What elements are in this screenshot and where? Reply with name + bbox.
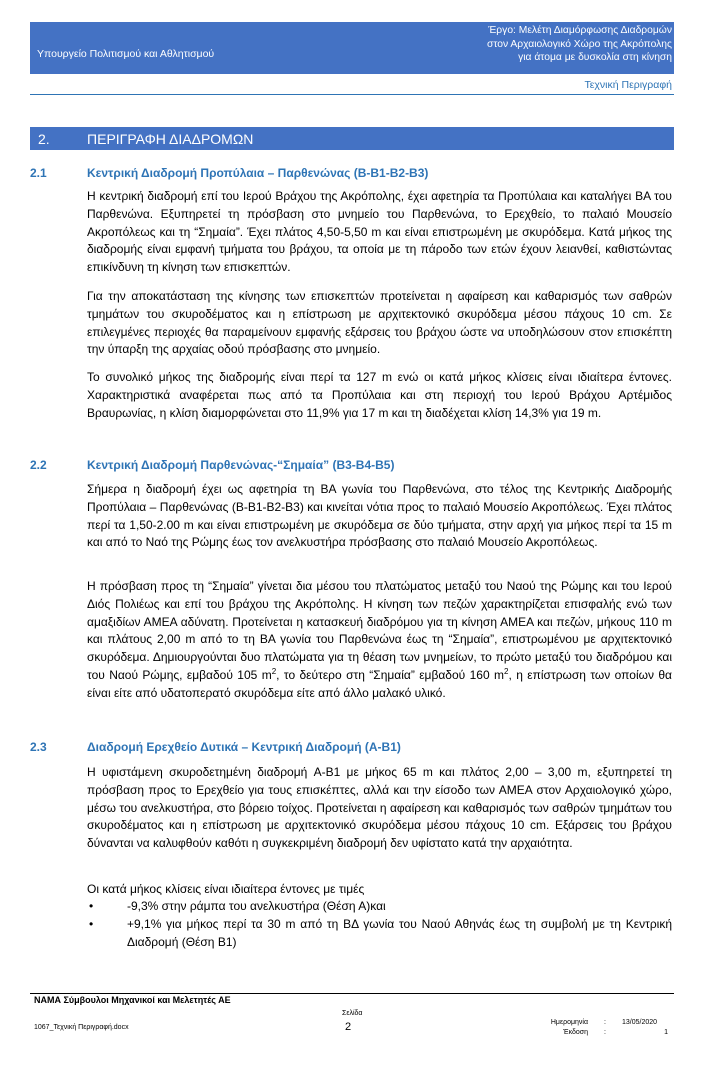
list-item [87,916,672,952]
list-item [87,898,672,916]
project-title-line: Έργο: Μελέτη Διαμόρφωσης Διαδρομών [488,25,672,36]
subsection-number: 2.3 [30,740,47,754]
paragraph: Η κεντρική διαδρομή επί του Ιερού Βράχου της Ακρόπολης, έχει αφετηρία τα Προπύλαια και καταλήγει ΒΑ του Παρθενώνα. Εξυπηρετεί τη πρόσβαση στο μνημείο του Παρθενώνα, το Ερεχθείο, το παλαιό Μουσείο Ακροπόλεως και τη “Σημαία”. Έχει πλάτος 4,50-5,50 m και είναι επιστρωμένη με σκυρόδεμα. Κατά μήκος της διαδρομής είναι εμφανή τμήματα του βράχου, τα οποία με τη πάροδο των ετών έχουν λειανθεί, καθιστώντας επικίνδυνη τη κίνηση των επισκεπτών. [87,189,672,275]
paragraph [87,578,672,703]
project-title-line: για άτομα με δυσκολία στη κίνηση [518,52,672,63]
subsection-number: 2.2 [30,458,47,472]
list-item-text: +9,1% για μήκος περί τα 30 m από τη ΒΔ γωνία του Ναού Αθηνάς έως τη συμβολή με τη Κεντρική Διαδρομή (Θέση Β1) [127,916,672,949]
bullet-icon: • [89,916,94,931]
ministry-name: Υπουργείο Πολιτισμού και Αθλητισμού [37,48,215,60]
bullet-icon: • [89,899,94,913]
list-item-text: -9,3% στην ράμπα του ανελκυστήρα (Θέση Α)και [127,899,386,913]
subsection-title: Κεντρική Διαδρομή Προπύλαια – Παρθενώνας (B-B1-B2-B3) [87,166,429,180]
page-label: Σελίδα [342,1010,363,1017]
paragraph: Οι κατά μήκος κλίσεις είναι ιδιαίτερα έντονες με τιμές [87,882,365,896]
document-type: Τεχνική Περιγραφή [584,79,672,91]
footer-divider [30,993,674,994]
edition-label: Έκδοση [563,1029,588,1036]
paragraph-text: , το δεύτερο στη “Σημαία” εμβαδού 160 m [276,667,505,682]
section-title: ΠΕΡΙΓΡΑΦΗ ΔΙΑΔΡΟΜΩΝ [87,131,254,147]
bullet-list [87,898,672,951]
date-row [534,1018,668,1028]
paragraph: Το συνολικό μήκος της διαδρομής είναι περί τα 127 m ενώ οι κατά μήκος κλίσεις είναι ιδιαίτερα έντονες. Χαρακτηριστικά αναφέρεται πως από τα Προπύλαια και στη περιοχή του Ιερού Βράχου Αρτέμιδος Βραυρωνίας, η κλίση διαμορφώνεται στο 11,9% για 17 m και τη διαδέχεται κλίση 14,3% για 19 m. [87,370,672,420]
subsection-number: 2.1 [30,166,47,180]
paragraph: Σήμερα η διαδρομή έχει ως αφετηρία τη ΒΑ γωνία του Παρθενώνα, στο τέλος της Κεντρικής Διαδρομής Προπύλαια – Παρθενώνας (B-B1-B2-B3) και κινείται νότια προς το παλαιό Μουσείο Ακροπόλεως. Έχει πλάτος περί τα 1,50-2.00 m και είναι επιστρωμένη με σκυρόδεμα σε δύο τμήματα, στην αρχή για μήκος περί τα 15 m και από το Ναό της Ρώμης έως τον ανελκυστήρα πρόσβασης στο παλαιό Μουσείο Ακροπόλεως. [87,482,672,550]
subsection-title: Κεντρική Διαδρομή Παρθενώνας-“Σημαία” (B3-B4-B5) [87,458,395,472]
header-divider [30,94,674,95]
edition-value: 1 [664,1029,668,1036]
superscript: 2 [504,666,509,676]
document-meta [534,1018,668,1038]
section-heading [30,127,674,150]
file-name: 1067_Τεχνική Περιγραφή.docx [34,1024,129,1031]
separator: : [604,1029,606,1036]
section-number: 2. [38,131,50,147]
paragraph-text: Η πρόσβαση προς τη “Σημαία” γίνεται δια μέσου του πλατώματος μεταξύ του Ναού της Ρώμης και του Ιερού Διός Πολιέως και επί του βράχου της Ακρόπολης. Η κίνηση των πεζών χαρακτηρίζεται επισφαλής ενώ των αμαξιδίων ΑΜΕΑ αδύνατη. Προτείνεται η κατασκευή διαδρόμου για τη κίνηση ΑΜΕΑ και πεζών, μήκους 110 m και πλάτους 2,00 m από το τη ΒΑ γωνία του Παρθενώνα έως τη “Σημαία”, επιστρωμένου με αρχιτεκτονικό σκυρόδεμα. Δημιουργούνται δυο πλατώματα για τη θέαση των μνημείων, το πρώτο μεταξύ του διαδρόμου και του Ναού Ρώμης, εμβαδού 105 m [87,579,672,682]
paragraph: Για την αποκατάσταση της κίνησης των επισκεπτών προτείνεται η αφαίρεση και καθαρισμός των σαθρών τμημάτων του σκυροδέματος και η επίστρωση με αρχιτεκτονικό σκυρόδεμα μέσου πάχους 10 cm. Σε επιλεγμένες περιοχές θα παραμείνουν εμφανής εξάρσεις του βράχου ώστε να υποδηλώσουν στον επισκέπτη την ύπαρξη της αρχαίας οδού πρόσβασης στο μνημείο. [87,289,672,357]
paragraph-text: , η επίστρωση των οποίων θα είναι είτε από υδατοπερατό σκυρόδεμα είτε από άλλο μαλακό υλικό. [87,667,672,700]
superscript: 2 [271,666,277,676]
project-title [487,24,672,65]
page-number: 2 [345,1021,352,1033]
separator: : [604,1019,606,1026]
paragraph: Η υφιστάμενη σκυροδετημένη διαδρομή A-B1 με μήκος 65 m και πλάτος 2,00 – 3,00 m, εξυπηρετεί τη πρόσβαση προς το Ερεχθείο για τους επισκέπτες, αλλά και την είσοδο των ΑΜΕΑ στον Αρχαιολογικό χώρο, μέσω του ανελκυστήρα, στο βόρειο τοίχος. Προτείνεται η αφαίρεση και καθαρισμός των σαθρών τμημάτων του σκυροδέματος και η επίστρωση με αρχιτεκτονικό σκυρόδεμα μέσου πάχους 10 cm. Εξάρσεις του βράχου δύνανται να καλυφθούν καθότι η συγκεκριμένη διαδρομή δεν υφίστατο κατά την αρχαιότητα. [87,765,672,851]
company-name: ΝΑΜΑ Σύμβουλοι Μηχανικοί και Μελετητές ΑΕ [34,995,231,1005]
date-value: 13/05/2020 [622,1019,658,1026]
subsection-title: Διαδρομή Ερεχθείο Δυτικά – Κεντρική Διαδρομή (A-B1) [87,740,401,754]
date-label: Ημερομηνία [550,1019,588,1026]
project-title-line: στον Αρχαιολογικό Χώρο της Ακρόπολης [486,38,672,50]
edition-row [534,1028,668,1038]
